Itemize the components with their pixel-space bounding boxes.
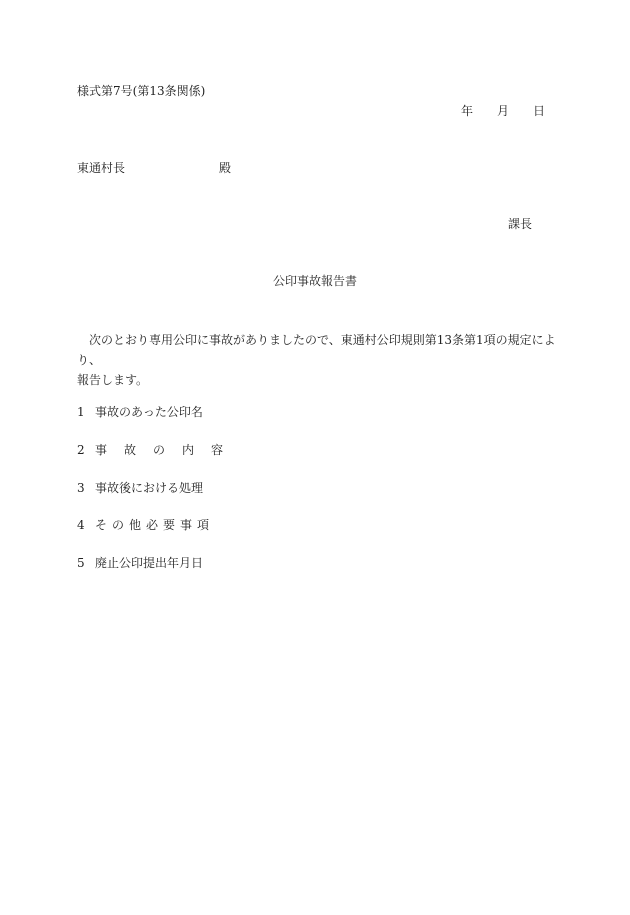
addressee-name: 東通村長 — [77, 161, 126, 175]
item-number: 4 — [77, 518, 85, 532]
list-item — [77, 481, 203, 495]
body-text — [77, 330, 577, 390]
item-label: 事故後における処理 — [95, 481, 204, 495]
item-number: 3 — [77, 481, 85, 495]
list-item — [77, 443, 240, 457]
addressee — [77, 161, 231, 175]
date-line — [461, 104, 545, 118]
date-day-label: 日 — [533, 104, 546, 118]
list-item — [77, 405, 203, 419]
item-label: その他必要事項 — [95, 518, 215, 532]
date-year-label: 年 — [461, 104, 474, 118]
document-title: 公印事故報告書 — [272, 274, 357, 288]
list-item — [77, 556, 203, 570]
item-number: 1 — [77, 405, 85, 419]
item-label: 事故のあった公印名 — [95, 405, 203, 419]
body-line-2: 報告します。 — [77, 373, 149, 387]
list-item — [77, 518, 214, 532]
sender-title: 課長 — [508, 217, 533, 231]
addressee-honorific: 殿 — [219, 161, 232, 175]
item-label: 廃止公印提出年月日 — [95, 556, 204, 570]
date-month-label: 月 — [497, 104, 510, 118]
body-line-1: 次のとおり専用公印に事故がありましたので、東通村公印規則第13条第1項の規定により、 — [77, 333, 556, 367]
item-number: 5 — [77, 556, 85, 570]
item-number: 2 — [77, 443, 85, 457]
form-number: 様式第7号(第13条関係) — [77, 84, 206, 98]
item-label: 事故の内容 — [95, 443, 241, 457]
